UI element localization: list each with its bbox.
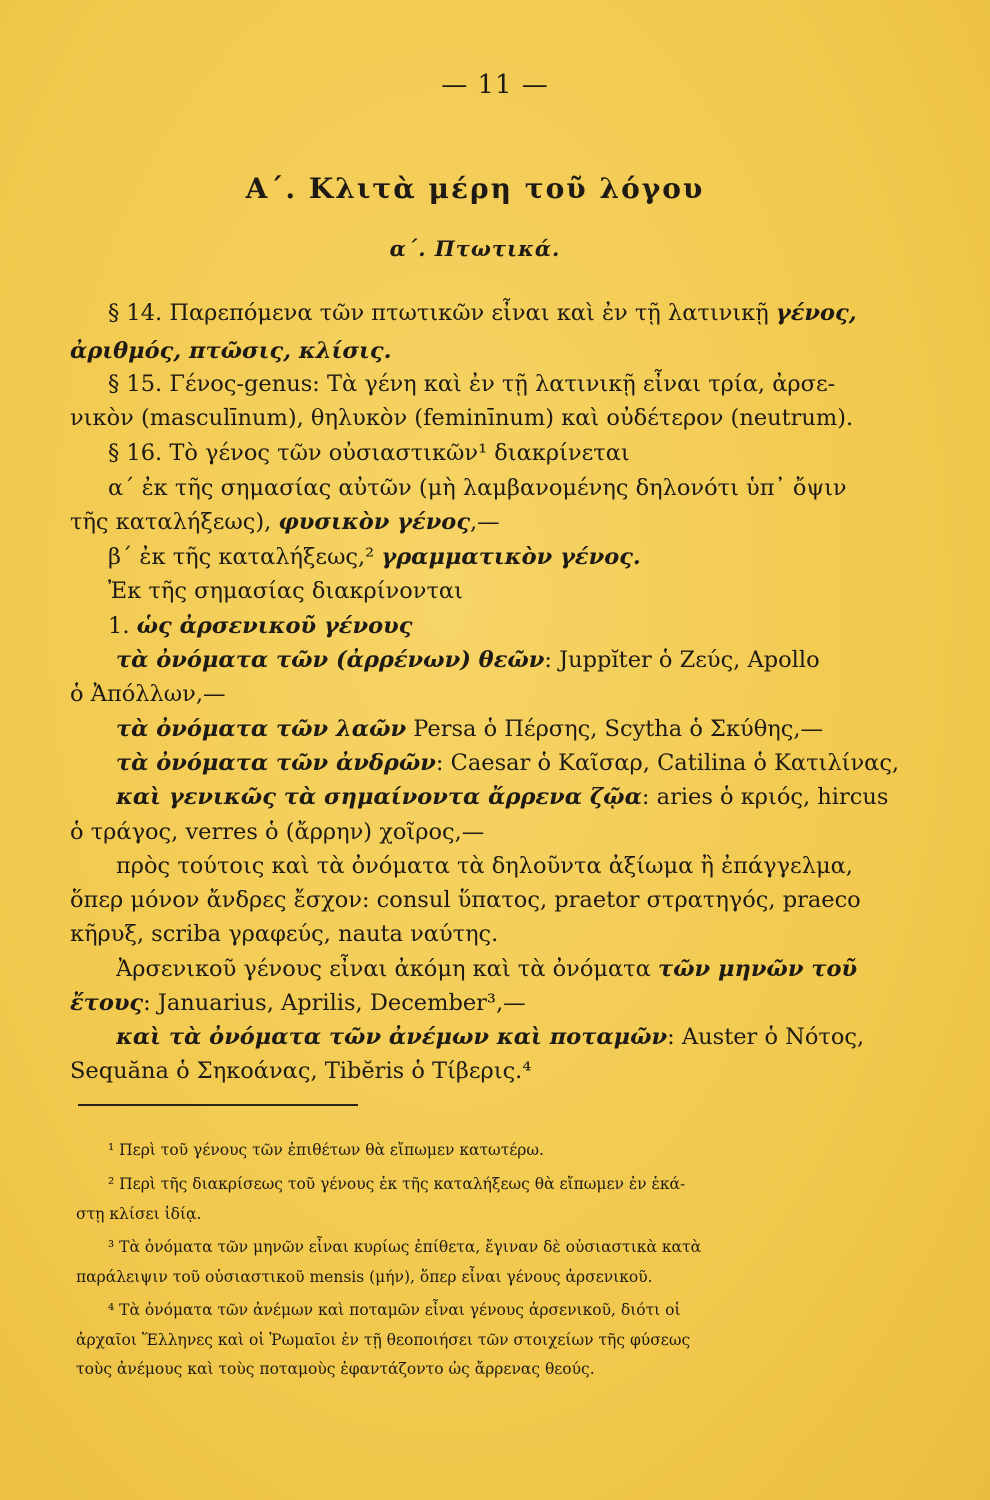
- months-line-2: ἔτους: Januarius, Aprilis, December³,—: [70, 990, 526, 1016]
- winds-rivers-line-1: καὶ τὰ ὀνόματα τῶν ἀνέμων καὶ ποταμῶν: Auster ὁ Νότος,: [116, 1024, 865, 1050]
- paragraph-16-line-4: β΄ ἐκ τῆς καταλήξεως,² γραμματικὸν γένος.: [108, 544, 641, 570]
- footnote-4-line-1: ⁴ Τὰ ὀνόματα τῶν ἀνέμων καὶ ποταμῶν εἶναι γένους ἀρσενικοῦ, διότι οἱ: [108, 1301, 681, 1319]
- paragraph-16-line-2: α΄ ἐκ τῆς σημασίας αὐτῶν (μὴ λαμβανομένης δηλονότι ὑπ᾽ ὄψιν: [108, 475, 847, 501]
- months-line-1: Ἀρσενικοῦ γένους εἶναι ἀκόμη καὶ τὰ ὀνόματα τῶν μηνῶν τοῦ: [116, 956, 858, 982]
- paragraph-16-line-5: Ἐκ τῆς σημασίας διακρίνονται: [108, 578, 463, 604]
- section-subheading: α΄. Πτωτικά.: [389, 236, 561, 261]
- footnote-3-line-1: ³ Τὰ ὀνόματα τῶν μηνῶν εἶναι κυρίως ἐπίθετα, ἔγιναν δὲ οὐσιαστικὰ κατὰ: [108, 1238, 702, 1256]
- footnote-3-line-2: παράλειψιν τοῦ οὐσιαστικοῦ mensis (μήν), ὅπερ εἶναι γένους ἀρσενικοῦ.: [76, 1268, 653, 1286]
- offices-line-3: κῆρυξ, scriba γραφεύς, nauta ναύτης.: [70, 921, 499, 947]
- gods-line: τὰ ὀνόματα τῶν (ἀρρένων) θεῶν: Juppĭter ὁ Ζεύς, Apollo: [116, 647, 820, 673]
- footnote-1: ¹ Περὶ τοῦ γένους τῶν ἐπιθέτων θὰ εἴπωμεν κατωτέρω.: [108, 1141, 544, 1159]
- footnote-2-line-2: στῃ κλίσει ἰδίᾳ.: [76, 1205, 202, 1223]
- paragraph-14-line-2: ἀριθμός, πτῶσις, κλίσις.: [70, 338, 392, 364]
- footnote-4-line-3: τοὺς ἀνέμους καὶ τοὺς ποταμοὺς ἐφαντάζοντο ὡς ἄρρενας θεούς.: [76, 1360, 595, 1378]
- footnote-2-line-1: ² Περὶ τῆς διακρίσεως τοῦ γένους ἐκ τῆς καταλήξεως θὰ εἴπωμεν ἐν ἑκά-: [108, 1175, 686, 1193]
- men-line: τὰ ὀνόματα τῶν ἀνδρῶν: Caesar ὁ Καῖσαρ, Catilina ὁ Κατιλίνας,: [116, 750, 900, 776]
- animals-line: καὶ γενικῶς τὰ σημαίνοντα ἄρρενα ζῷα: aries ὁ κριός, hircus: [116, 784, 889, 810]
- footnote-divider: [78, 1104, 358, 1106]
- footnote-4-line-2: ἀρχαῖοι Ἕλληνες καὶ οἱ Ῥωμαῖοι ἐν τῇ θεοποιήσει τῶν στοιχείων τῆς φύσεως: [76, 1331, 691, 1349]
- offices-line-2: ὅπερ μόνον ἄνδρες ἔσχον: consul ὕπατος, praetor στρατηγός, praeco: [70, 887, 861, 913]
- gods-line-cont: ὁ Ἀπόλλων,—: [70, 681, 226, 707]
- paragraph-14-line-1: § 14. Παρεπόμενα τῶν πτωτικῶν εἶναι καὶ ἐν τῇ λατινικῇ γένος,: [108, 300, 857, 326]
- chapter-heading: Α΄. Κλιτὰ μέρη τοῦ λόγου: [245, 172, 705, 205]
- page-number: — 11 —: [441, 70, 549, 100]
- paragraph-15-line-2: νικὸν (masculīnum), θηλυκὸν (feminīnum) καὶ οὐδέτερον (neutrum).: [70, 405, 854, 431]
- paragraph-16-line-3: τῆς καταλήξεως), φυσικὸν γένος,—: [70, 509, 500, 535]
- winds-rivers-line-2: Sequăna ὁ Σηκοάνας, Tibĕris ὁ Τίβερις.⁴: [70, 1058, 532, 1084]
- animals-line-cont: ὁ τράγος, verres ὁ (ἄρρην) χοῖρος,—: [70, 819, 485, 845]
- offices-line-1: πρὸς τούτοις καὶ τὰ ὀνόματα τὰ δηλοῦντα ἀξίωμα ἢ ἐπάγγελμα,: [116, 853, 853, 879]
- list-item-1: 1. ὡς ἀρσενικοῦ γένους: [108, 613, 413, 639]
- paragraph-16-line-1: § 16. Τὸ γένος τῶν οὐσιαστικῶν¹ διακρίνεται: [108, 440, 630, 466]
- paragraph-15-line-1: § 15. Γένος-genus: Τὰ γένη καὶ ἐν τῇ λατινικῇ εἶναι τρία, ἀρσε-: [108, 371, 836, 397]
- peoples-line: τὰ ὀνόματα τῶν λαῶν Persa ὁ Πέρσης, Scytha ὁ Σκύθης,—: [116, 716, 823, 742]
